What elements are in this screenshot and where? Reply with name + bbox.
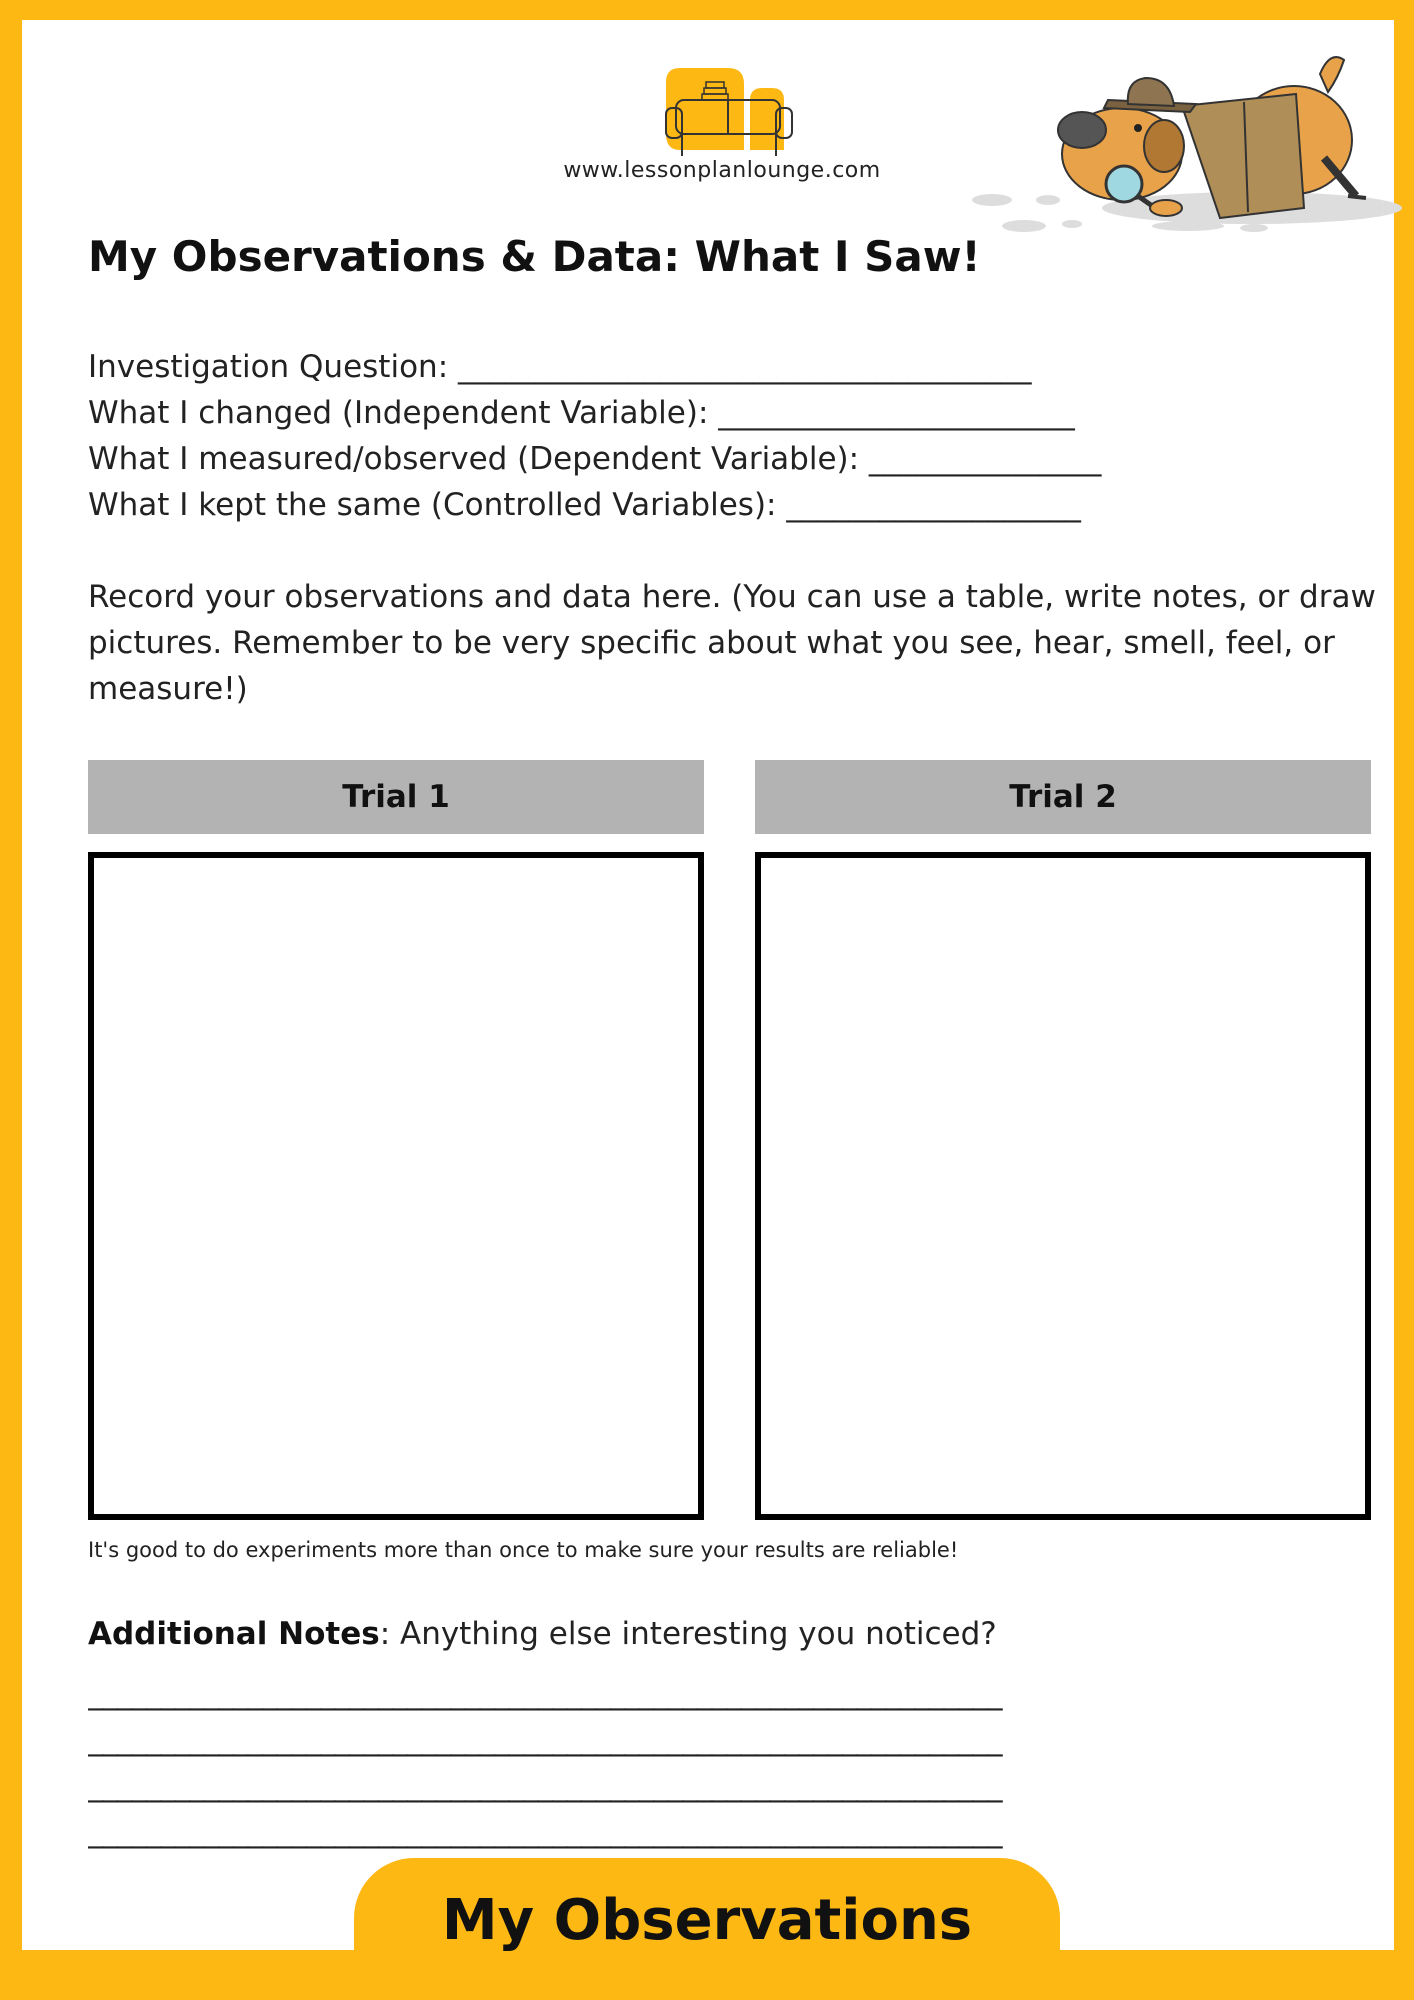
notes-line[interactable]: _______________________________________________________________: [88, 1767, 1002, 1803]
trial-1-box[interactable]: [88, 852, 704, 1520]
trial-2-header: Trial 2: [755, 760, 1371, 834]
reliability-tip: It's good to do experiments more than once to make sure your results are reliable!: [88, 1538, 959, 1562]
notes-line[interactable]: _______________________________________________________________: [88, 1721, 1002, 1757]
sofa-logo-icon: [658, 68, 800, 160]
site-url: www.lessonplanlounge.com: [563, 158, 881, 183]
footer-banner: [354, 1858, 1060, 1988]
independent-variable-field[interactable]: What I changed (Independent Variable): _______________________: [88, 395, 1075, 431]
worksheet-sheet: [22, 20, 1394, 1950]
additional-notes-prompt: [88, 1616, 997, 1652]
notes-line[interactable]: _______________________________________________________________: [88, 1813, 1002, 1849]
page-title: My Observations & Data: What I Saw!: [88, 232, 981, 281]
trial-2-box[interactable]: [755, 852, 1371, 1520]
additional-notes-question: : Anything else interesting you noticed?: [379, 1616, 997, 1652]
controlled-variables-field[interactable]: What I kept the same (Controlled Variables): ___________________: [88, 487, 1081, 523]
additional-notes-label: Additional Notes: [88, 1616, 380, 1652]
trial-1-header: Trial 1: [88, 760, 704, 834]
investigation-question-field[interactable]: Investigation Question: _____________________________________: [88, 349, 1032, 385]
instructions-text: Record your observations and data here. (You can use a table, write notes, or draw pictures. Remember to be very specific about what you see, hear, smell, feel, or measure!): [88, 579, 1376, 707]
notes-line[interactable]: _______________________________________________________________: [88, 1675, 1002, 1711]
detective-dog-icon: [952, 48, 1402, 248]
dependent-variable-field[interactable]: What I measured/observed (Dependent Variable): _______________: [88, 441, 1102, 477]
investigation-fields: [88, 344, 1378, 528]
footer-title: My Observations: [441, 1888, 973, 1953]
notes-lines: [88, 1670, 1388, 1854]
